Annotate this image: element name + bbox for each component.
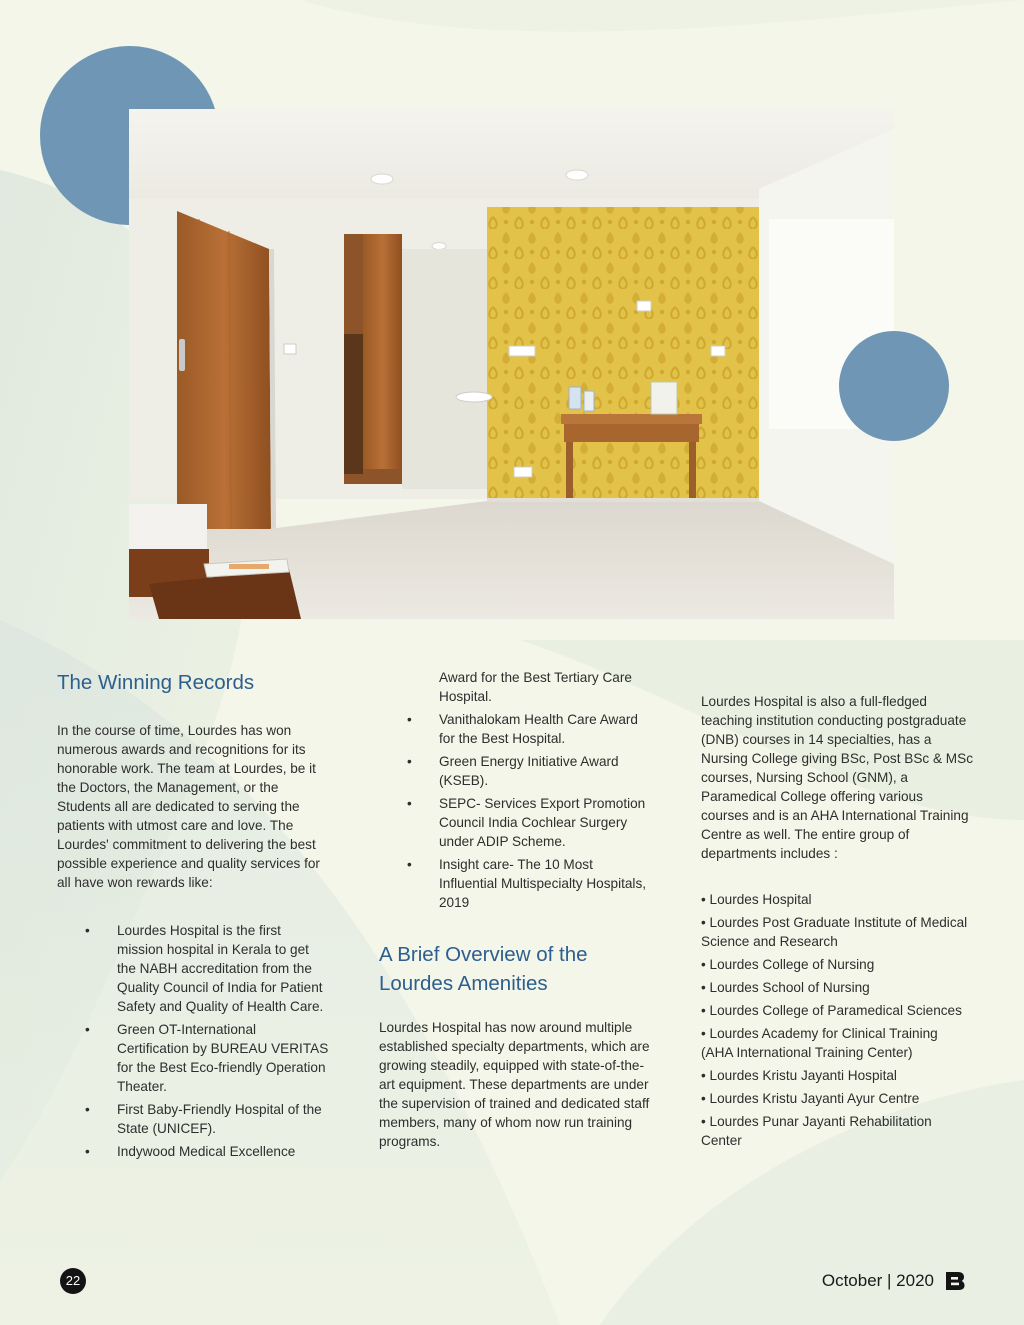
departments-list (701, 890, 973, 1150)
list-item: • Lourdes Kristu Jayanti Ayur Centre (701, 1091, 920, 1106)
hospital-room-photo (129, 109, 894, 619)
page-number: 22 (60, 1268, 86, 1294)
list-item: • Lourdes Academy for Clinical Training (AHA International Training Center) (701, 1026, 938, 1060)
body-paragraph: Lourdes Hospital is also a full-fledged teaching institution conducting postgraduate (DNB) courses in 14 specialties, has a Nursing College giving BSc, Post BSc & MSc courses, Nursing School (GNM), a Paramedical College offering various courses and is an AHA International Training Centre as well. The entire group of departments includes : (701, 694, 973, 861)
column-departments (701, 692, 973, 1154)
brand-b-logo-icon (945, 1271, 965, 1291)
list-item: • First Baby-Friendly Hospital of the State (UNICEF). (57, 1100, 329, 1138)
list-item: • Vanithalokam Health Care Award for the Best Hospital. (379, 710, 654, 748)
column-winning-records (57, 668, 329, 1165)
list-item: • Lourdes Post Graduate Institute of Medical Science and Research (701, 915, 968, 949)
list-item: • Indywood Medical Excellence (57, 1142, 329, 1161)
column-amenities (379, 668, 654, 1151)
list-item: • Green OT-International Certification by BUREAU VERITAS for the Best Eco-friendly Operation Theater. (57, 1020, 329, 1096)
body-paragraph: Lourdes Hospital has now around multiple established specialty departments, which are growing steadily, equipped with state-of-the-art equipment. These departments are under the supervision of trained and dedicated staff members, many of whom now run training programs. (379, 1020, 650, 1149)
list-item: • Lourdes College of Paramedical Sciences (701, 1003, 962, 1018)
list-item: • Lourdes Hospital (701, 892, 812, 907)
awards-list (57, 921, 329, 1161)
section-heading: A Brief Overview of the Lourdes Amenities (379, 943, 588, 995)
list-item: • Lourdes College of Nursing (701, 957, 875, 972)
list-item-continued: Award for the Best Tertiary Care Hospital. (439, 670, 632, 704)
body-paragraph: In the course of time, Lourdes has won numerous awards and recognitions for its honorable work. The team at Lourdes, be it the Doctors, the Management, or the Students all are dedicated to serving the patients with utmost care and love. The Lourdes' commitment to delivering the best possible experience and quality services for all have won rewards like: (57, 723, 320, 890)
list-item: • Lourdes Kristu Jayanti Hospital (701, 1068, 897, 1083)
section-heading: The Winning Records (57, 671, 255, 694)
issue-date: October | 2020 (821, 1271, 934, 1290)
list-item: • Lourdes Hospital is the first mission hospital in Kerala to get the NABH accreditation from the Quality Council of India for Patient Safety and Quality of Health Care. (57, 921, 329, 1016)
awards-list (379, 710, 654, 912)
list-item: • Insight care- The 10 Most Influential Multispecialty Hospitals, 2019 (379, 855, 654, 912)
list-item: • Green Energy Initiative Award (KSEB). (379, 752, 654, 790)
list-item: • Lourdes School of Nursing (701, 980, 870, 995)
decorative-circle (839, 331, 949, 441)
list-item: • SEPC- Services Export Promotion Council India Cochlear Surgery under ADIP Scheme. (379, 794, 654, 851)
list-item: • Lourdes Punar Jayanti Rehabilitation Center (701, 1114, 932, 1148)
